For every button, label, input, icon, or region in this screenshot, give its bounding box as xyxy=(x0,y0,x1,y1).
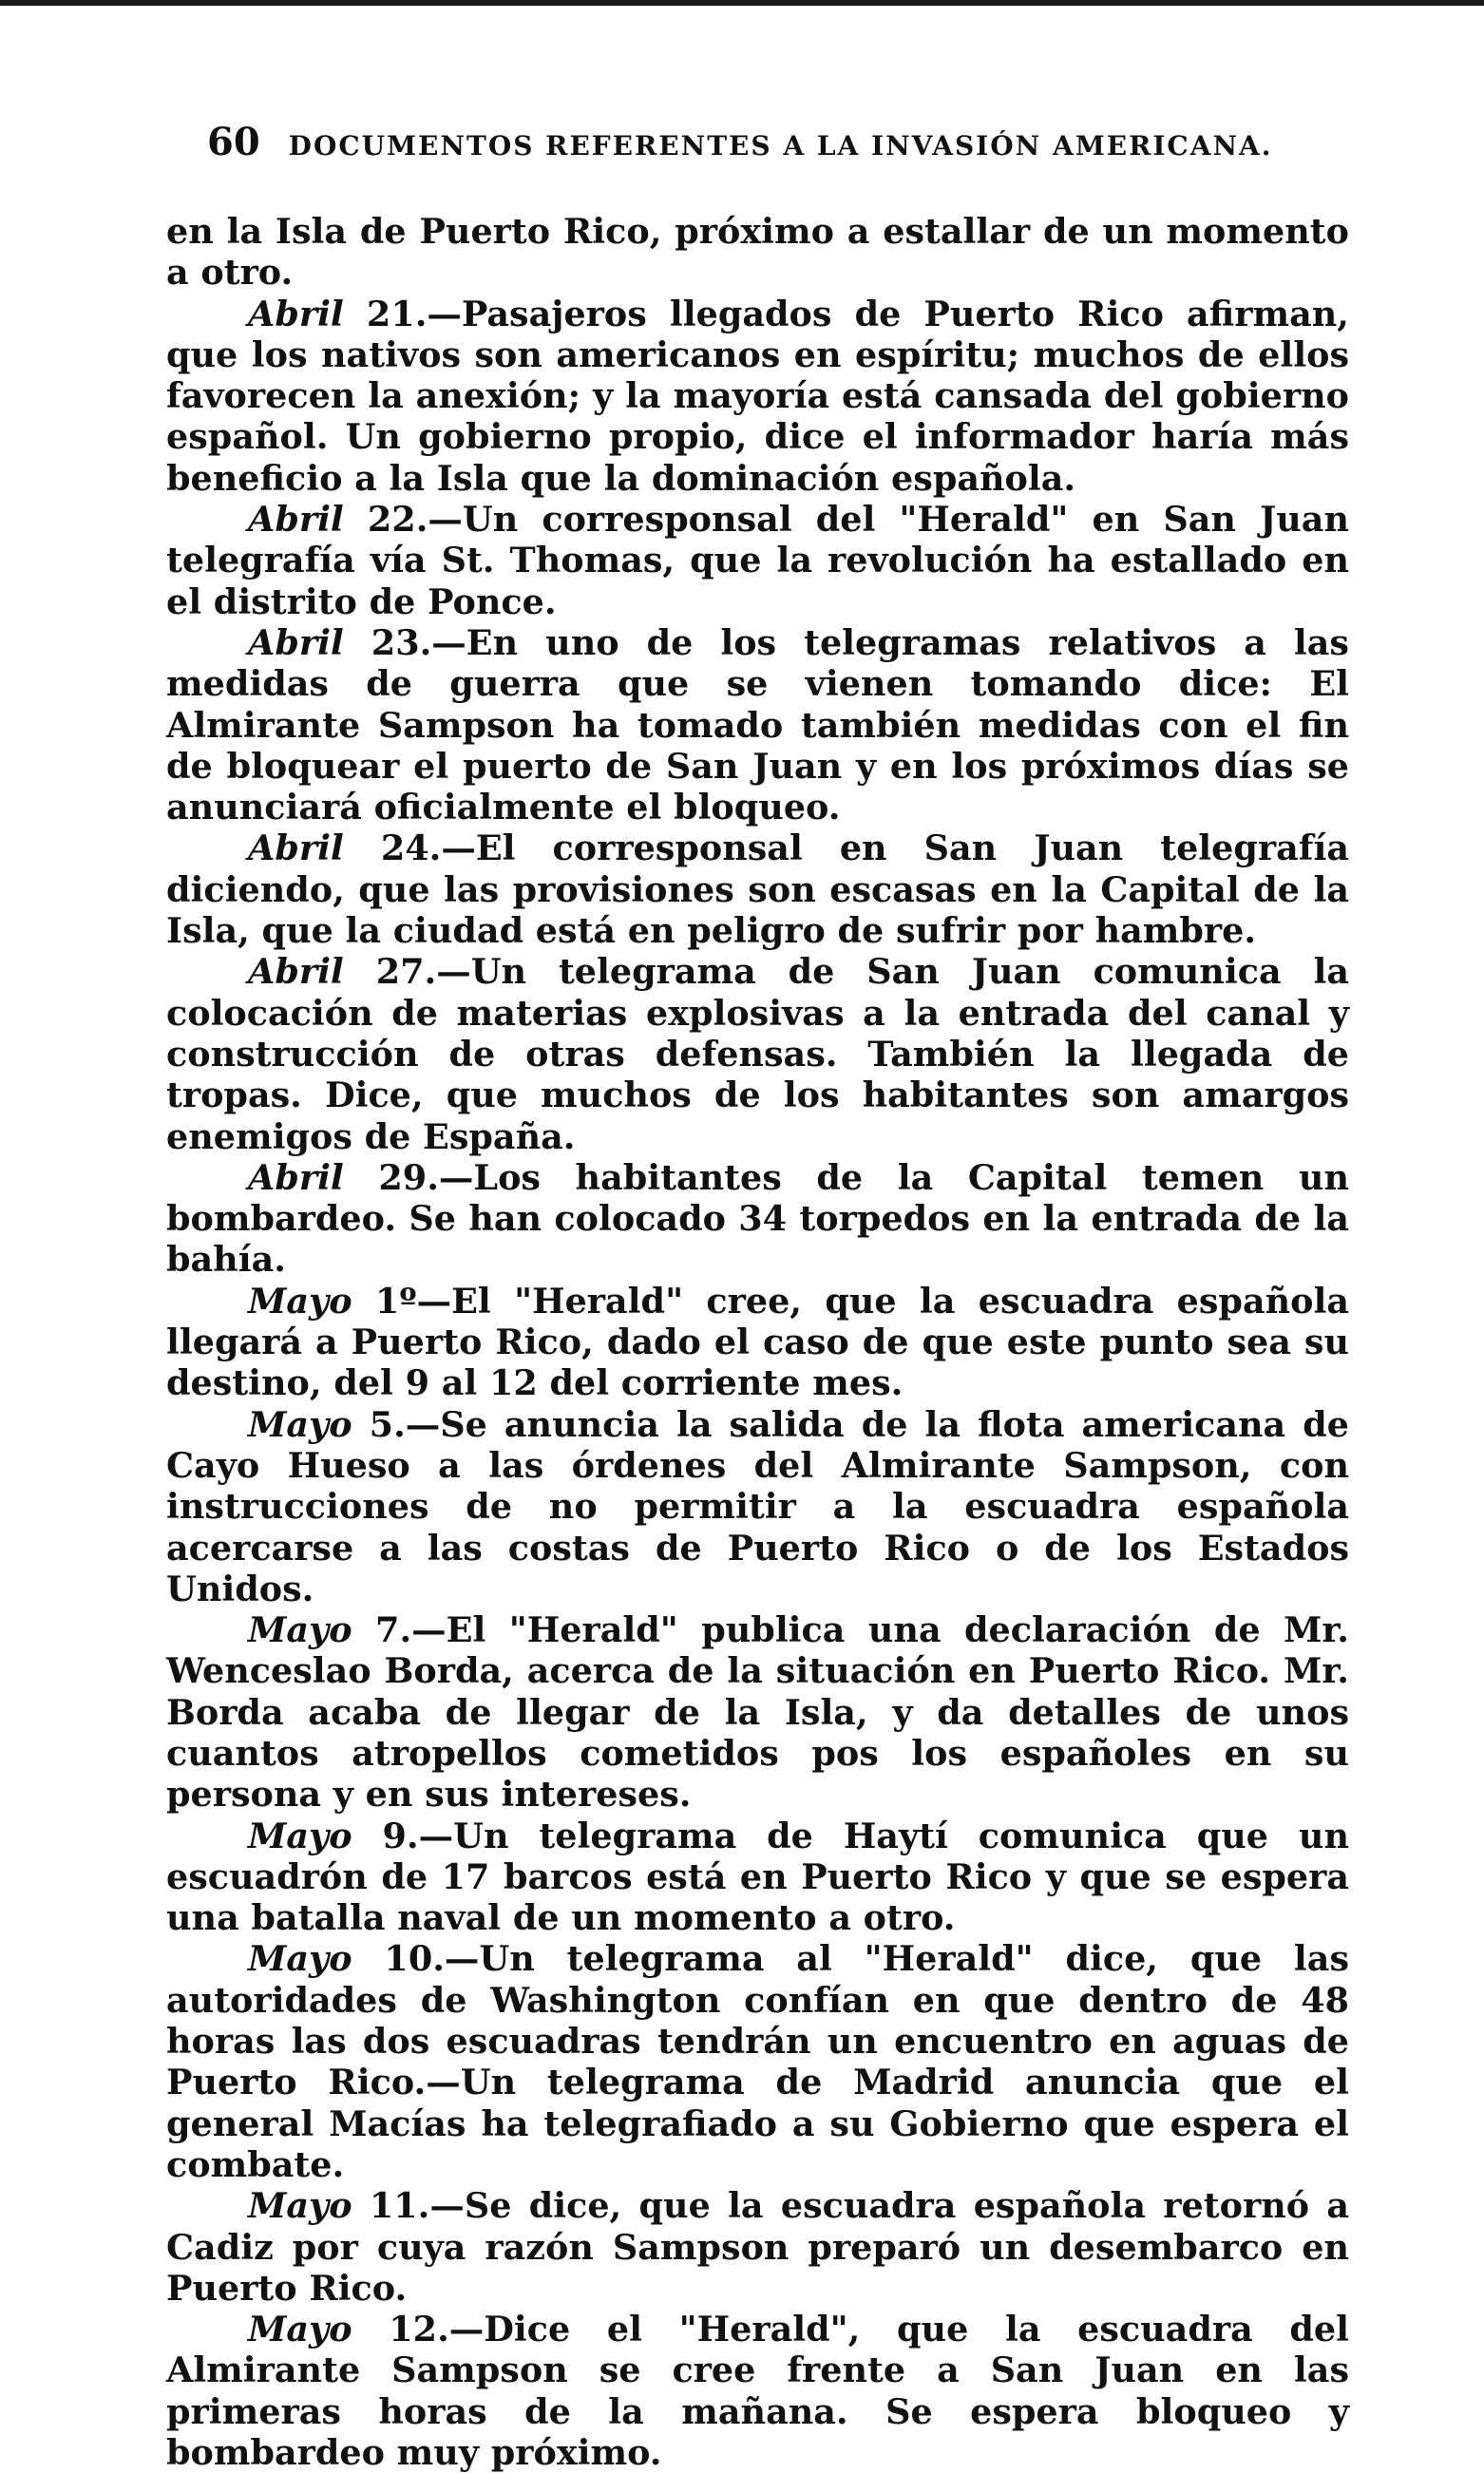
entry-mayo-10 xyxy=(166,1938,1349,2185)
entry-text: 23.—En uno de los telegramas relativos a las medidas de guerra que se vienen tomando dice: El Almirante Sampson ha tomado también medidas con el fin de bloquear el puerto de San Juan y en los próximos días se anunciará oficialmente el bloqueo. xyxy=(166,621,1349,828)
entry-abril-23 xyxy=(166,622,1349,828)
entry-text: 9.—Un telegrama de Haytí comunica que un escuadrón de 17 barcos está en Puerto Rico y que se espera una batalla naval de un momento a otro. xyxy=(166,1815,1349,1939)
entry-date: Mayo xyxy=(248,2309,352,2350)
page-number: 60 xyxy=(207,120,260,164)
entry-abril-29 xyxy=(166,1157,1349,1281)
entry-text: 11.—Se dice, que la escuadra española retornó a Cadiz por cuya razón Sampson preparó un desembarco en Puerto Rico. xyxy=(166,2185,1349,2309)
entry-date: Mayo xyxy=(248,1938,352,1980)
continuation-paragraph: en la Isla de Puerto Rico, próximo a estallar de un momento a otro. xyxy=(166,211,1349,294)
entry-text: 24.—El corresponsal en San Juan telegrafía diciendo, que las provisiones son escasas en la Capital de la Isla, que la ciudad está en peligro de sufrir por hambre. xyxy=(166,828,1349,952)
entry-date: Abril xyxy=(248,293,344,334)
entry-date: Abril xyxy=(248,828,344,869)
entry-text: 7.—El "Herald" publica una declaración de Mr. Wenceslao Borda, acerca de la situación en Puerto Rico. Mr. Borda acaba de llegar de la Isla, y da detalles de unos cuantos atropellos cometidos pos los españoles en su persona y en sus intereses. xyxy=(166,1609,1349,1816)
entry-text: 27.—Un telegrama de San Juan comunica la colocación de materias explosivas a la entrada del canal y construcción de otras defensas. También la llegada de tropas. Dice, que muchos de los habitantes son amargos enemigos de España. xyxy=(166,951,1349,1157)
entry-text: 22.—Un corresponsal del "Herald" en San Juan telegrafía vía St. Thomas, que la revolución ha estallado en el distrito de Ponce. xyxy=(166,499,1349,622)
page-header xyxy=(207,120,1347,177)
running-head: DOCUMENTOS REFERENTES A LA INVASIÓN AMERICANA. xyxy=(288,130,1273,162)
entry-mayo-7 xyxy=(166,1609,1349,1815)
entry-text: 21.—Pasajeros llegados de Puerto Rico afirman, que los nativos son americanos en espíritu; muchos de ellos favorecen la anexión; y la mayoría está cansada del gobierno español. Un gobierno propio, dice el informador haría más beneficio a la Isla que la dominación española. xyxy=(166,293,1349,499)
entry-date: Abril xyxy=(248,499,344,541)
entry-date: Mayo xyxy=(248,2185,352,2227)
entry-date: Mayo xyxy=(248,1609,352,1651)
entry-text: 1º—El "Herald" cree, que la escuadra española llegará a Puerto Rico, dado el caso de que este punto sea su destino, del 9 al 12 del corriente mes. xyxy=(166,1280,1349,1404)
entry-text: 5.—Se anuncia la salida de la flota americana de Cayo Hueso a las órdenes del Almirante Sampson, con instrucciones de no permitir a la escuadra española acercarse a las costas de Puerto Rico o de los Estados Unidos. xyxy=(166,1403,1349,1609)
entry-date: Mayo xyxy=(248,1280,352,1322)
entry-date: Mayo xyxy=(248,1403,352,1445)
entry-date: Mayo xyxy=(248,1815,352,1856)
page-body xyxy=(166,211,1349,2473)
entry-text: 10.—Un telegrama al "Herald" dice, que las autoridades de Washington confían en que dentro de 48 horas las dos escuadras tendrán un encuentro en aguas de Puerto Rico.—Un telegrama de Madrid anuncia que el general Macías ha telegrafiado a su Gobierno que espera el combate. xyxy=(166,1938,1349,2185)
entry-text: 12.—Dice el "Herald", que la escuadra del Almirante Sampson se cree frente a San Juan en las primeras horas de la mañana. Se espera bloqueo y bombardeo muy próximo. xyxy=(166,2309,1349,2473)
entry-date: Abril xyxy=(248,1156,344,1198)
entry-date: Abril xyxy=(248,621,344,663)
entry-mayo-5 xyxy=(166,1404,1349,1609)
entry-mayo-1 xyxy=(166,1281,1349,1404)
entry-abril-21 xyxy=(166,294,1349,499)
entry-abril-27 xyxy=(166,951,1349,1156)
entry-mayo-9 xyxy=(166,1816,1349,1939)
entry-abril-24 xyxy=(166,828,1349,951)
top-border-rule xyxy=(0,0,1484,6)
entry-mayo-12 xyxy=(166,2309,1349,2473)
entry-abril-22 xyxy=(166,499,1349,622)
entry-mayo-11 xyxy=(166,2185,1349,2309)
entry-date: Abril xyxy=(248,951,344,993)
entry-text: 29.—Los habitantes de la Capital temen un bombardeo. Se han colocado 34 torpedos en la entrada de la bahía. xyxy=(166,1156,1349,1281)
